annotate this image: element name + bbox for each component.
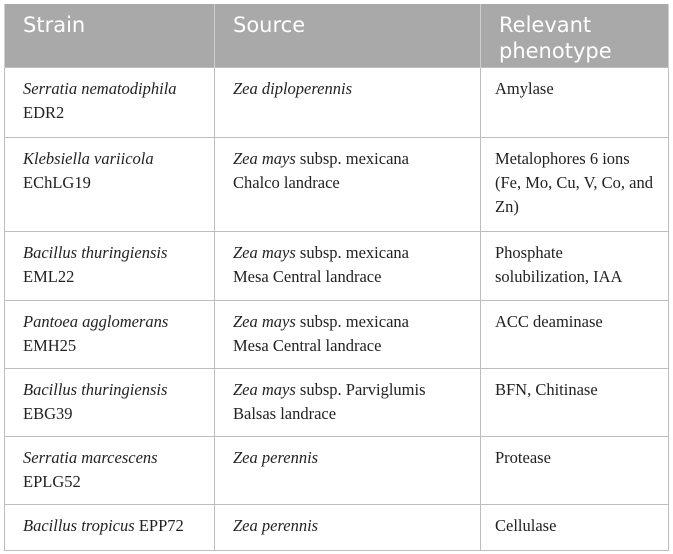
- phenotype-cell: Cellulase: [481, 504, 669, 550]
- strain-cell: [5, 231, 215, 300]
- table-row: [5, 67, 669, 137]
- strain-name: Bacillus thuringiensis: [23, 379, 168, 399]
- strain-code: EBG39: [23, 403, 73, 423]
- source-cell: [215, 368, 481, 436]
- source-landrace: Balsas landrace: [233, 403, 337, 423]
- phenotype-cell: ACC deaminase: [481, 300, 669, 368]
- source-cell: [215, 231, 481, 300]
- phenotype-cell: Phosphate solubilization, IAA: [481, 231, 669, 300]
- table-row: [5, 368, 669, 436]
- strain-name: Serratia marcescens: [23, 447, 158, 467]
- source-subspecies: subsp. mexicana: [295, 242, 409, 262]
- source-cell: [215, 436, 481, 504]
- phenotype-cell: BFN, Chitinase: [481, 368, 669, 436]
- source-species: Zea perennis: [233, 515, 319, 535]
- strain-table: [4, 4, 669, 551]
- strain-cell: [5, 504, 215, 550]
- strain-cell: [5, 368, 215, 436]
- strain-name: Bacillus tropicus: [23, 515, 135, 535]
- source-landrace: Mesa Central landrace: [233, 335, 382, 355]
- source-cell: [215, 300, 481, 368]
- table-row: [5, 137, 669, 231]
- source-cell: [215, 504, 481, 550]
- source-cell: [215, 137, 481, 231]
- header-relevant-phenotype: Relevant phenotype: [481, 4, 669, 67]
- source-landrace: Mesa Central landrace: [233, 266, 382, 286]
- table-header-row: [5, 4, 669, 67]
- source-subspecies: subsp. mexicana: [295, 311, 409, 331]
- strain-name: Serratia nematodiphila: [23, 78, 177, 98]
- strain-code: EPP72: [138, 515, 184, 535]
- source-subspecies: subsp. Parviglumis: [295, 379, 426, 399]
- table-row: [5, 504, 669, 550]
- strain-code: EPLG52: [23, 471, 81, 491]
- header-strain: Strain: [5, 4, 215, 67]
- strain-cell: [5, 67, 215, 137]
- table-row: [5, 436, 669, 504]
- strain-name: Pantoea agglomerans: [23, 311, 169, 331]
- phenotype-cell: Metalophores 6 ions (Fe, Mo, Cu, V, Co, and Zn): [481, 137, 669, 231]
- strain-code: EChLG19: [23, 172, 91, 192]
- source-subspecies: subsp. mexicana: [295, 148, 409, 168]
- phenotype-cell: Amylase: [481, 67, 669, 137]
- strain-code: EML22: [23, 266, 75, 286]
- source-species: Zea mays: [233, 379, 296, 399]
- header-source: Source: [215, 4, 481, 67]
- source-cell: [215, 67, 481, 137]
- source-species: Zea mays: [233, 148, 296, 168]
- strain-cell: [5, 300, 215, 368]
- source-species: Zea mays: [233, 311, 296, 331]
- table-row: [5, 300, 669, 368]
- phenotype-cell: Protease: [481, 436, 669, 504]
- strain-name: Bacillus thuringiensis: [23, 242, 168, 262]
- strain-cell: [5, 436, 215, 504]
- source-species: Zea diploperennis: [233, 78, 353, 98]
- strain-name: Klebsiella variicola: [23, 148, 154, 168]
- strain-code: EDR2: [23, 102, 65, 122]
- table-row: [5, 231, 669, 300]
- source-species: Zea perennis: [233, 447, 319, 467]
- strain-code: EMH25: [23, 335, 77, 355]
- strain-cell: [5, 137, 215, 231]
- strain-table-container: [4, 4, 668, 550]
- source-landrace: Chalco landrace: [233, 172, 340, 192]
- source-species: Zea mays: [233, 242, 296, 262]
